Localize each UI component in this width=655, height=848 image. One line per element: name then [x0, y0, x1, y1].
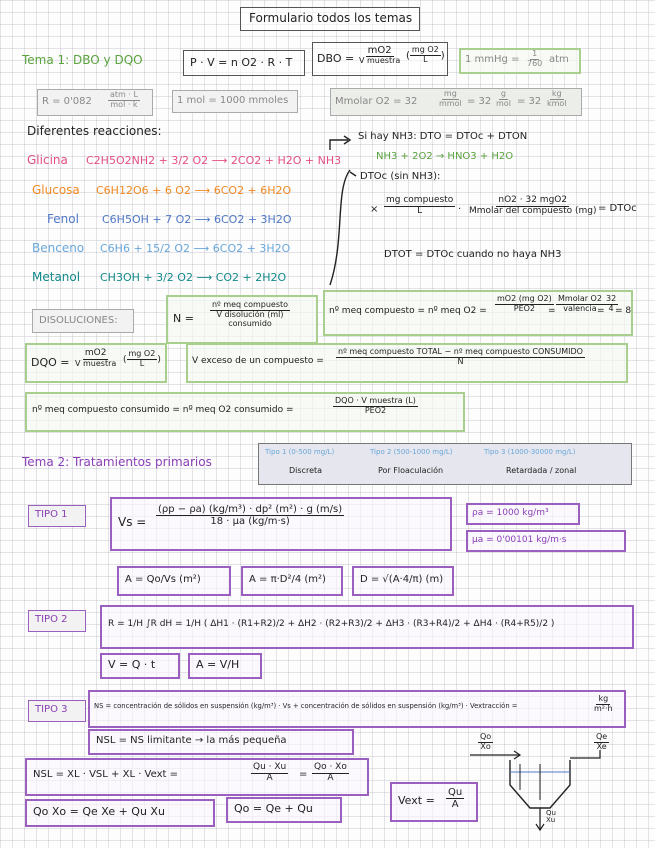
glucosa-name: Glucosa	[32, 183, 80, 197]
metanol-equation: CH3OH + 3/2 O2 ⟶ CO2 + 2H2O	[100, 271, 287, 284]
glucosa-equation: C6H12O6 + 6 O2 ⟶ 6CO2 + 6H2O	[96, 184, 292, 197]
vexceso-num: nº meq compuesto TOTAL − nº meq compuesto CONSUMIDO	[338, 347, 583, 356]
r-constant-label: R = 0'082	[42, 96, 92, 107]
mass-balance: Qo Xo = Qe Xe + Qu Xu	[33, 805, 165, 818]
dbo-unit-num: mg O2	[411, 45, 439, 54]
tipo1-name: Discreta	[289, 466, 323, 475]
area-d: A = π·D²/4 (m²)	[249, 574, 326, 585]
tipo3-range: Tipo 3 (1000-30000 mg/L)	[484, 448, 576, 456]
nsl-num2: Qo · Xo	[314, 762, 347, 772]
mm2-num: g	[500, 89, 506, 98]
vs-num: (ρp − ρa) (kg/m³) · dp² (m²) · g (m/s)	[158, 504, 343, 515]
dbo-den: V muestra	[359, 56, 401, 65]
diagram-underflow	[546, 810, 556, 824]
rho-a: ρa = 1000 kg/m³	[472, 508, 549, 518]
mmolar-box: Mmolar O2 = 32 $\frac{mg}{\text{mmol}}$ = 32 $\frac{g}{\text{mol}}$ = 32 $\frac{kg}{\text{kmol}}$	[330, 88, 582, 116]
dqo-box: DQO = $\frac{mO2}{\text{V muestra}}$ ( $\frac{\text{mg O2}}{L}$ )	[25, 343, 167, 383]
dtoc-den1: L	[417, 205, 423, 216]
mmhg-unit: atm	[549, 54, 569, 65]
diagram-qo: Qo	[480, 732, 492, 741]
mmhg-den: 760	[527, 58, 543, 68]
tipo2-range: Tipo 2 (500-1000 mg/L)	[370, 448, 453, 456]
disoluciones-label: DISOLUCIONES:	[39, 315, 118, 326]
fenol-equation: C6H5OH + 7 O2 ⟶ 6CO2 + 3H2O	[102, 213, 292, 226]
vext-num: Qu	[448, 787, 463, 798]
normality-num: nº meq compuesto	[211, 300, 289, 309]
fenol-name: Fenol	[47, 212, 79, 226]
dqo-den: V muestra	[75, 358, 117, 368]
mm1-num: mg	[443, 89, 457, 98]
vext-label: Vext =	[398, 794, 435, 807]
vexceso-label: V exceso de un compuesto =	[192, 356, 324, 366]
nh3-reaction: NH3 + 2O2 → HNO3 + H2O	[376, 151, 514, 162]
qo-sum: Qo = Qe + Qu	[234, 802, 313, 815]
area-h-eq: A = V/H	[196, 658, 240, 671]
nsl-num1: Qu · Xu	[253, 762, 287, 772]
meq-label: nº meq compuesto = nº meq O2 =	[329, 306, 487, 316]
nsl-box: NSL = XL · VSL + XL · Vext = $\frac{Qu \cdot Xu}{A}$ = $\frac{Qo \cdot Xo}{A}$	[25, 758, 369, 796]
ns-unit-num: kg	[598, 694, 609, 703]
vext-den: A	[451, 799, 459, 810]
dtoc-num1: mg compuesto	[386, 195, 454, 205]
ns-unit-den: m²·h	[594, 703, 613, 713]
diagram-qe: Qe	[596, 732, 608, 741]
nh3-present-rule: Si hay NH3: DTO = DTOc + DTON	[358, 131, 528, 142]
glicina-name: Glicina	[27, 153, 68, 167]
benceno-name: Benceno	[32, 241, 85, 255]
meq-num2: Mmolar O2	[558, 294, 602, 303]
dqo-unit-den: L	[139, 358, 145, 368]
meq-num3: 32	[606, 294, 617, 303]
metanol-name: Metanol	[32, 270, 81, 284]
nsl-limit: NSL = NS limitante → la más pequeña	[96, 735, 287, 746]
area-qo: A = Qo/Vs (m²)	[125, 574, 201, 585]
mm3-den: kmol	[547, 98, 567, 108]
consumido-label: nº meq compuesto consumido = nº meq O2 consumido =	[32, 405, 294, 415]
tipo1-range: Tipo 1 (0-500 mg/L)	[265, 448, 335, 456]
r-integral: R = 1/H ∫R dH = 1/H ( ΔH1 · (R1+R2)/2 + ΔH2 · (R2+R3)/2 + ΔH3 · (R3+R4)/2 + ΔH4 · (R4+R5)/2 )	[108, 619, 555, 629]
nsl-den1: A	[266, 772, 273, 783]
tipo2-label: TIPO 2	[35, 614, 68, 625]
tipo3-label: TIPO 3	[35, 704, 68, 715]
meq-result: = 8	[615, 306, 632, 316]
tema1-heading: Tema 1: DBO y DQO	[22, 53, 143, 67]
normality-den: V disolución (ml) consumido	[216, 309, 284, 328]
diameter: D = √(A·4/π) (m)	[360, 574, 444, 585]
glicina-equation: C2H5O2NH2 + 3/2 O2 ⟶ 2CO2 + H2O + NH3	[86, 154, 342, 167]
vs-den: 18 · μa (kg/m·s)	[210, 516, 290, 527]
tema2-heading: Tema 2: Tratamientos primarios	[22, 455, 212, 469]
nsl-equation: NSL = XL · VSL + XL · Vext =	[33, 769, 178, 780]
dtoc-den2: Mmolar del compuesto (mg)	[469, 205, 597, 216]
gas-law-formula: P · V = n O2 · R · T	[190, 56, 293, 69]
mmhg-num: 1	[532, 49, 538, 58]
dqo-unit-num: mg O2	[128, 349, 156, 358]
dbo-label: DBO =	[317, 52, 355, 65]
diagram-inlet	[478, 733, 493, 752]
tipo2-name: Por Floaculación	[378, 466, 444, 475]
vexceso-den: N	[457, 356, 464, 366]
meq-den2: valencia	[563, 303, 597, 313]
dqo-num: mO2	[84, 348, 107, 358]
consumido-num: DQO · V muestra (L)	[335, 396, 416, 405]
vs-label: Vs =	[118, 515, 147, 529]
dtoc-no-nh3: DTOc (sin NH3):	[360, 171, 441, 182]
diagram-qu: Qu	[546, 809, 556, 817]
dtoc-result: = DTOc	[598, 203, 637, 214]
consumido-den: PEO2	[364, 405, 387, 415]
benceno-equation: C6H6 + 15/2 O2 ⟶ 6CO2 + 3H2O	[100, 242, 291, 255]
mm3-num: kg	[551, 89, 562, 98]
mm1-den: mmol	[439, 98, 462, 108]
dbo-num: mO2	[367, 45, 392, 56]
dbo-unit-den: L	[423, 54, 428, 64]
dtot-rule: DTOT = DTOc cuando no haya NH3	[384, 249, 562, 260]
r-den: mol · k	[110, 99, 138, 109]
mm2-den: mol	[496, 98, 511, 108]
diagram-xe: Xe	[596, 741, 607, 751]
diagram-xu: Xu	[546, 816, 556, 824]
dqo-label: DQO =	[31, 356, 70, 369]
page-title: Formulario todos los temas	[249, 11, 413, 25]
diagram-xo: Xo	[480, 741, 491, 751]
tipo3-name: Retardada / zonal	[506, 466, 577, 475]
meq-den3: 4	[608, 303, 614, 313]
dtoc-num2: nO2 · 32 mgO2	[498, 195, 568, 205]
mol-equivalence: 1 mol = 1000 mmoles	[177, 95, 289, 106]
mu-a: μa = 0'00101 kg/m·s	[472, 535, 567, 545]
meq-den1: PEO2	[513, 303, 536, 313]
nsl-den2: A	[327, 772, 334, 783]
ns-equation: NS = concentración de sólidos en suspensión (kg/m³) · Vs + concentración de sólidos en suspensión (kg/m³) · Vextracción =	[94, 702, 518, 710]
diagram-outlet	[594, 733, 609, 752]
volume-eq: V = Q · t	[108, 658, 156, 671]
mmolar-label: Mmolar O2 = 32	[335, 96, 418, 107]
mmhg-label: 1 mmHg =	[465, 54, 520, 65]
r-num: atm · L	[110, 90, 138, 99]
meq-box: nº meq compuesto = nº meq O2 = $\frac{\text{mO2 (mg O2)}}{\text{PEO2}}$ = $\frac{\text{Mmolar O2}}{\text{valencia}}$ = $\frac{32}{4}$ = 8	[323, 290, 633, 336]
dbo-box: DBO = $\frac{mO2}{\text{V muestra}}$ ( $\frac{\text{mg O2}}{L}$ )	[312, 42, 448, 76]
normality-label: N =	[173, 312, 194, 325]
reactions-heading: Diferentes reacciones:	[27, 124, 162, 138]
meq-num1: mO2 (mg O2)	[497, 294, 552, 303]
tipo1-label: TIPO 1	[35, 509, 68, 520]
